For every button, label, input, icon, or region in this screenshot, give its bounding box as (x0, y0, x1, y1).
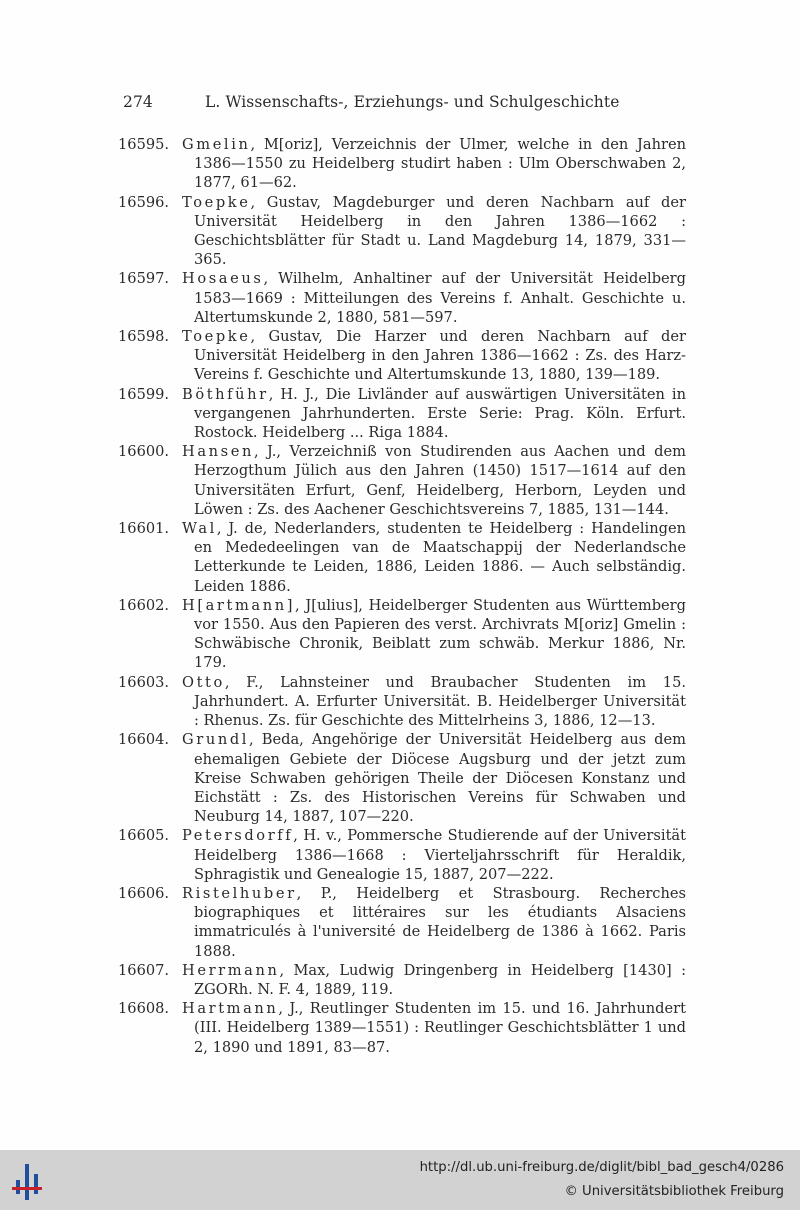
entry-number: 16595. (118, 136, 170, 153)
page-number: 274 (123, 93, 153, 111)
entry-author: Wal (182, 520, 217, 538)
entry-author: Otto (182, 673, 225, 691)
bibliography-entry (118, 193, 686, 270)
entry-text (182, 826, 686, 884)
entry-number: 16598. (118, 328, 170, 346)
entry-number: 16604. (118, 731, 170, 749)
entry-text (182, 442, 686, 519)
entry-author: Hosaeus (182, 270, 264, 288)
entry-text (182, 519, 686, 596)
entry-citation: , M[oriz], Verzeichnis der Ulmer, welche in den Jahren 1386—1550 zu Heidelberg studirt haben : Ulm Oberschwaben 2, 1877, 61—62. (194, 136, 686, 192)
entry-number: 16600. (118, 443, 170, 461)
copyright-notice: © Universitätsbibliothek Freiburg (564, 1184, 784, 1199)
entry-citation: , Beda, Angehörige der Universität Heidelberg aus dem ehemaligen Gebiete der Diöcese Augsburg und der jetzt zum Kreise Schwaben gehörigen Theile der Diöcesen Konstanz und Eichstätt : Zs. des Historischen Vereins für Schwaben und Neuburg 14, 1887, 107—220. (194, 731, 686, 826)
entry-citation: , J., Verzeichniß von Studirenden aus Aachen und dem Herzogthum Jülich aus den Jahren (1450) 1517—1614 auf den Universitäten Erfurt, Genf, Heidelberg, Herborn, Leyden und Löwen : Zs. des Aachener Geschichtsvereins 7, 1885, 131—144. (194, 443, 686, 518)
entry-number: 16608. (118, 1000, 170, 1018)
permalink-url[interactable]: http://dl.ub.uni-freiburg.de/diglit/bibl_bad_gesch4/0286 (419, 1160, 784, 1175)
entry-text (182, 135, 686, 193)
entry-number: 16597. (118, 270, 170, 288)
bibliography-entry (118, 442, 686, 519)
bibliography-entry (118, 673, 686, 731)
entry-text (182, 193, 686, 270)
entry-number: 16601. (118, 520, 170, 538)
bibliography-entry (118, 961, 686, 999)
bibliography-entry (118, 730, 686, 826)
footer-bar (0, 1150, 800, 1210)
entry-number: 16599. (118, 385, 170, 403)
bibliography-entry (118, 884, 686, 961)
entry-citation: , H. J., Die Livländer auf auswärtigen Universitäten in vergangenen Jahrhunderten. Erste Serie: Prag. Köln. Erfurt. Rostock. Heidelberg ... Riga 1884. (194, 385, 686, 442)
entry-author: Hansen (182, 443, 254, 461)
entry-citation: , P., Heidelberg et Strasbourg. Recherches biographiques et littéraires sur les étudiants Alsaciens immatriculés à l'université de Heidelberg de 1386 à 1662. Paris 1888. (194, 884, 686, 960)
entry-author: Grundl (182, 731, 250, 749)
bibliography-entry (118, 385, 686, 443)
entry-citation: , Gustav, Magdeburger und deren Nachbarn auf der Universität Heidelberg in den Jahren 1386—1662 : Geschichtsblätter für Stadt u. Land Magdeburg 14, 1879, 331—365. (194, 193, 686, 269)
entry-author: Toepke (182, 328, 251, 346)
entry-number: 16603. (118, 673, 170, 691)
bibliography-entry (118, 135, 686, 193)
entry-text (182, 327, 686, 385)
entry-text (182, 385, 686, 443)
entry-text (182, 269, 686, 327)
entry-text (182, 961, 686, 999)
entry-author: Herrmann (182, 961, 280, 979)
bibliography-entry (118, 596, 686, 673)
entry-author: Petersdorff (182, 827, 294, 845)
entry-text (182, 673, 686, 731)
entry-author: Hartmann (182, 1000, 279, 1018)
entry-number: 16596. (118, 193, 170, 211)
running-title: L. Wissenschafts-, Erziehungs- und Schulgeschichte (205, 93, 620, 111)
library-logo-icon (12, 1162, 42, 1202)
entry-citation: , Max, Ludwig Dringenberg in Heidelberg [1430] : ZGORh. N. F. 4, 1889, 119. (194, 961, 686, 998)
entry-author: Toepke (182, 193, 251, 211)
entry-number: 16605. (118, 827, 170, 845)
entry-text (182, 596, 686, 673)
entry-citation: , H. v., Pommersche Studierende auf der Universität Heidelberg 1386—1668 : Vierteljahrsschrift für Heraldik, Sphragistik und Genealogie 15, 1887, 207—222. (194, 827, 686, 883)
bibliography-list (118, 135, 686, 1057)
entry-author: Gmelin (182, 136, 251, 153)
entry-text (182, 730, 686, 826)
entry-citation: , J., Reutlinger Studenten im 15. und 16. Jahrhundert (III. Heidelberg 1389—1551) : Reutlinger Geschichtsblätter 1 und 2, 1890 und 1891, 83—87. (194, 1000, 686, 1056)
entry-citation: , J[ulius], Heidelberger Studenten aus Württemberg vor 1550. Aus den Papieren des verst. Archivrats M[oriz] Gmelin : Schwäbische Chronik, Beiblatt zum schwäb. Merkur 1886, Nr. 179. (194, 596, 686, 672)
entry-citation: , F., Lahnsteiner und Braubacher Studenten im 15. Jahrhundert. A. Erfurter Universität. B. Heidelberger Universität : Rhenus. Zs. für Geschichte des Mittelrheins 3, 1886, 12—13. (194, 673, 686, 730)
bibliography-entry (118, 999, 686, 1057)
entry-citation: , Gustav, Die Harzer und deren Nachbarn auf der Universität Heidelberg in den Jahren 1386—1662 : Zs. des Harz-Vereins f. Geschichte und Altertumskunde 13, 1880, 139—189. (194, 328, 686, 384)
entry-number: 16606. (118, 884, 170, 902)
entry-text (182, 999, 686, 1057)
bibliography-entry (118, 519, 686, 596)
entry-author: H[artmann] (182, 596, 295, 614)
bibliography-entry (118, 327, 686, 385)
entry-number: 16607. (118, 961, 170, 979)
entry-author: Ristelhuber (182, 884, 297, 902)
entry-author: Böthführ (182, 385, 269, 403)
entry-number: 16602. (118, 596, 170, 614)
bibliography-entry (118, 826, 686, 884)
bibliography-entry (118, 269, 686, 327)
entry-citation: , Wilhelm, Anhaltiner auf der Universität Heidelberg 1583—1669 : Mitteilungen des Vereins f. Anhalt. Geschichte u. Altertumskunde 2, 1880, 581—597. (194, 270, 686, 326)
entry-text (182, 884, 686, 961)
entry-citation: , J. de, Nederlanders, studenten te Heidelberg : Handelingen en Mededeelingen van de Maatschappij der Nederlandsche Letterkunde te Leiden, 1886, Leiden 1886. — Auch selbständig. Leiden 1886. (194, 520, 686, 595)
